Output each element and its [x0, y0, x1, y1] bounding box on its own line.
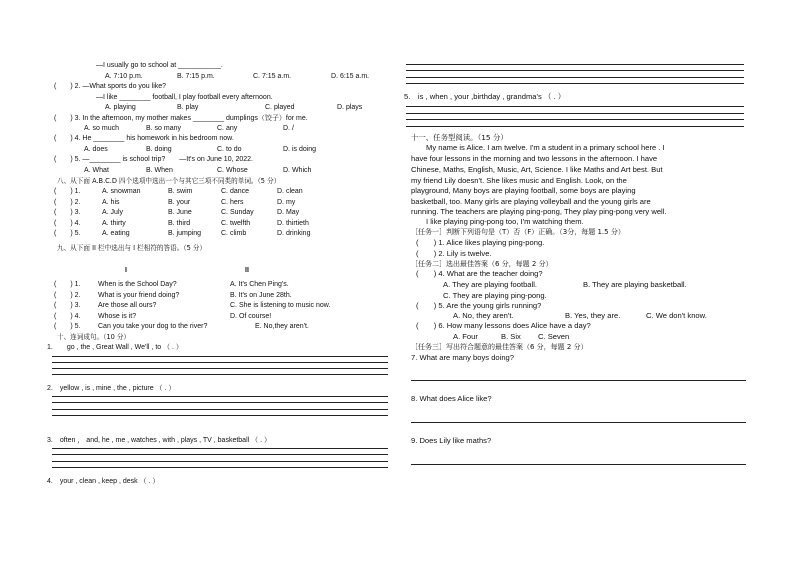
- q2-opt-a: A. playing: [105, 104, 136, 111]
- q4-stem: ( ) 4. He ________ his homework in his bedroom now.: [54, 135, 234, 142]
- sec8-num: ( ) 2.: [54, 199, 81, 206]
- q2-stem: ( ) 2. —What sports do you like?: [54, 83, 167, 90]
- sec8-opt: B. third: [168, 220, 191, 227]
- sec10-item-4: 4. your , clean , keep , desk （ . ）: [47, 478, 160, 485]
- sec8-opt: C. climb: [221, 230, 247, 237]
- sec9-num: ( ) 1.: [54, 281, 81, 288]
- r-q5-opt-b: B. Yes, they are.: [565, 311, 621, 320]
- answer-line[interactable]: [52, 374, 388, 375]
- sec8-opt: A. snowman: [102, 188, 141, 195]
- answer-line[interactable]: [406, 126, 744, 127]
- r-q4-stem: ( ) 4. What are the teacher doing?: [416, 269, 543, 278]
- sec8-opt: D. thirtieth: [277, 220, 309, 227]
- answer-line[interactable]: [406, 83, 744, 84]
- r-q9: 9. Does Lily like maths?: [411, 436, 492, 445]
- sec8-opt: B. jumping: [168, 230, 202, 237]
- answer-line[interactable]: [406, 70, 744, 71]
- r-q5-stem: ( ) 5. Are the young girls running?: [416, 301, 542, 310]
- sec9-col1-heading: I: [125, 267, 127, 274]
- q2-opt-d: D. plays: [337, 104, 363, 111]
- sec8-opt: D. May: [277, 209, 300, 216]
- q5-opt-a: A. What: [84, 167, 109, 174]
- q1-opt-d: D. 6:15 a.m.: [331, 73, 370, 80]
- q2-opt-b: B. play: [177, 104, 199, 111]
- r-q6-opt-a: A. Four: [453, 332, 478, 341]
- task1-title: ［任务一］判断下列语句是（T）否（F）正确。（3分，每题 1.5 分）: [411, 228, 625, 236]
- q3-opt-b: B. so many: [146, 125, 182, 132]
- task1-item: ( ) 1. Alice likes playing ping-pong.: [416, 238, 545, 247]
- r-q4-opt-c: C. They are playing ping-pong.: [443, 291, 547, 300]
- task2-title: ［任务二］选出最佳答案（6 分，每题 2 分）: [411, 260, 553, 268]
- sec9-num: ( ) 5.: [54, 323, 81, 330]
- sec10-item-2: 2. yellow , is , mine , the , picture （ . ）: [47, 385, 176, 392]
- sec10-item-5: 5. is , when , your ,birthday , grandma's （ . ）: [404, 92, 566, 101]
- sec8-opt: A. his: [102, 199, 120, 206]
- r-q7: 7. What are many boys doing?: [411, 353, 514, 362]
- sec8-opt: A. thirty: [102, 220, 126, 227]
- task3-title: ［任务三］写出符合题意的最佳答案（6 分，每题 2 分）: [411, 343, 588, 351]
- sec8-opt: D. drinking: [277, 230, 311, 237]
- sec8-opt: B. swim: [168, 188, 193, 195]
- sec9-question: What is your friend doing?: [98, 292, 180, 299]
- answer-line[interactable]: [52, 368, 388, 369]
- sec8-opt: A. July: [102, 209, 124, 216]
- sec8-opt: B. your: [168, 199, 191, 206]
- sec9-question: Whose is it?: [98, 313, 137, 320]
- sec11-title: 十一、任务型阅读。（15 分）: [411, 133, 508, 142]
- q5-opt-c: C. Whose: [217, 167, 248, 174]
- r-q8: 8. What does Alice like?: [411, 394, 492, 403]
- sec8-num: ( ) 4.: [54, 220, 81, 227]
- answer-line[interactable]: [406, 77, 744, 78]
- answer-line[interactable]: [52, 402, 388, 403]
- answer-line[interactable]: [406, 106, 744, 107]
- q4-opt-b: B. doing: [146, 146, 172, 153]
- answer-line[interactable]: [406, 113, 744, 114]
- sec9-title: 九、从下面 II 栏中选出与 I 栏相符的答语。（5 分）: [57, 244, 207, 252]
- answer-line[interactable]: [52, 396, 388, 397]
- sec8-opt: D. my: [277, 199, 296, 206]
- r-q6-stem: ( ) 6. How many lessons does Alice have a day?: [416, 321, 591, 330]
- answer-line[interactable]: [406, 119, 744, 120]
- sec9-answer: B. It's on June 28th.: [230, 292, 292, 299]
- sec10-item-1: 1. go , the , Great Wall , We'll , to （ . ）: [47, 344, 183, 351]
- answer-line[interactable]: [411, 380, 746, 381]
- passage-line: My name is Alice. I am twelve. I'm a student in a primary school here . I: [426, 143, 665, 152]
- sec8-opt: A. eating: [102, 230, 130, 237]
- answer-line[interactable]: [52, 467, 388, 468]
- r-q4-opt-a: A. They are playing football.: [443, 280, 537, 289]
- answer-line[interactable]: [52, 415, 388, 416]
- answer-line[interactable]: [52, 356, 388, 357]
- q5-opt-d: D. Which: [283, 167, 312, 174]
- sec8-num: ( ) 1.: [54, 188, 81, 195]
- passage-line: playground, Many boys are playing football, some boys are playing: [411, 186, 636, 195]
- sec8-opt: C. Sunday: [221, 209, 254, 216]
- sec9-question: Can you take your dog to the river?: [98, 323, 208, 330]
- q3-opt-c: C. any: [217, 125, 238, 132]
- answer-line[interactable]: [52, 409, 388, 410]
- sec9-question: Are those all ours?: [98, 302, 157, 309]
- sec9-num: ( ) 3.: [54, 302, 81, 309]
- q2-stem2: —I like ________ football, I play football every afternoon.: [96, 94, 273, 101]
- sec8-num: ( ) 3.: [54, 209, 81, 216]
- q1-opt-b: B. 7:15 p.m.: [177, 73, 215, 80]
- sec9-question: When is the School Day?: [98, 281, 177, 288]
- r-q6-opt-b: B. Six: [501, 332, 521, 341]
- sec10-title: 十、连词成句。（10 分）: [57, 333, 131, 341]
- q1-opt-a: A. 7:10 p.m.: [105, 73, 143, 80]
- answer-line[interactable]: [52, 454, 388, 455]
- q5-stem: ( ) 5. —________ is school trip? —It's on June 10, 2022.: [54, 156, 253, 163]
- passage-line: basketball, too. Many girls are playing volleyball and the young girls are: [411, 197, 651, 206]
- q1-stem: —I usually go to school at ___________.: [96, 62, 223, 69]
- sec8-opt: D. clean: [277, 188, 303, 195]
- passage-line: running. The teachers are playing ping-pong, They play ping-pong very well.: [411, 207, 667, 216]
- sec9-answer: E. No,they aren't.: [255, 323, 309, 330]
- sec9-answer: D. Of course!: [230, 313, 272, 320]
- answer-line[interactable]: [406, 64, 744, 65]
- r-q4-opt-b: B. They are playing basketball.: [583, 280, 687, 289]
- sec8-opt: C. twelfth: [221, 220, 251, 227]
- answer-line[interactable]: [411, 464, 746, 465]
- passage-line: Chinese, Maths, English, Music, Art, Science. I like Maths and Art best. But: [411, 165, 663, 174]
- sec10-item-3: 3. often ， and, he , me , watches , with , plays , TV , basketball （ . ）: [47, 437, 271, 444]
- answer-line[interactable]: [411, 422, 746, 423]
- q3-opt-a: A. so much: [84, 125, 120, 132]
- passage-line: my friend Lily doesn't. She likes music and English. Look, on the: [411, 176, 627, 185]
- r-q5-opt-a: A. No, they aren't.: [453, 311, 514, 320]
- q5-opt-b: B. When: [146, 167, 173, 174]
- answer-line[interactable]: [52, 448, 388, 449]
- passage-line: have four lessons in the morning and two lessons in the afternoon. I have: [411, 154, 658, 163]
- q3-stem: ( ) 3. In the afternoon, my mother makes ________ dumplings（饺子）for me.: [54, 115, 308, 122]
- q2-opt-c: C. played: [265, 104, 295, 111]
- sec8-opt: B. June: [168, 209, 192, 216]
- answer-line[interactable]: [52, 461, 388, 462]
- r-q6-opt-c: C. Seven: [538, 332, 570, 341]
- sec9-answer: C. She is listening to music now.: [230, 302, 331, 309]
- sec9-answer: A. It's Chen Ping's.: [230, 281, 289, 288]
- q1-opt-c: C. 7:15 a.m.: [253, 73, 292, 80]
- sec8-num: ( ) 5.: [54, 230, 81, 237]
- sec8-opt: C. hers: [221, 199, 244, 206]
- sec8-title: 八、从下面 A.B.C.D 四个选项中选出一个与其它三项不同类的单词。（5 分）: [57, 177, 281, 185]
- sec9-num: ( ) 4.: [54, 313, 81, 320]
- q4-opt-c: C. to do: [217, 146, 242, 153]
- sec9-num: ( ) 2.: [54, 292, 81, 299]
- r-q5-opt-c: C. We don't know.: [646, 311, 707, 320]
- q3-opt-d: D. /: [283, 125, 294, 132]
- task1-item: ( ) 2. Lily is twelve.: [416, 249, 492, 258]
- sec8-opt: C. dance: [221, 188, 250, 195]
- sec9-col2-heading: II: [245, 267, 249, 274]
- passage-line: I like playing ping-pong too, I'm watching them.: [426, 217, 584, 226]
- answer-line[interactable]: [52, 362, 388, 363]
- q4-opt-a: A. does: [84, 146, 108, 153]
- q4-opt-d: D. is doing: [283, 146, 317, 153]
